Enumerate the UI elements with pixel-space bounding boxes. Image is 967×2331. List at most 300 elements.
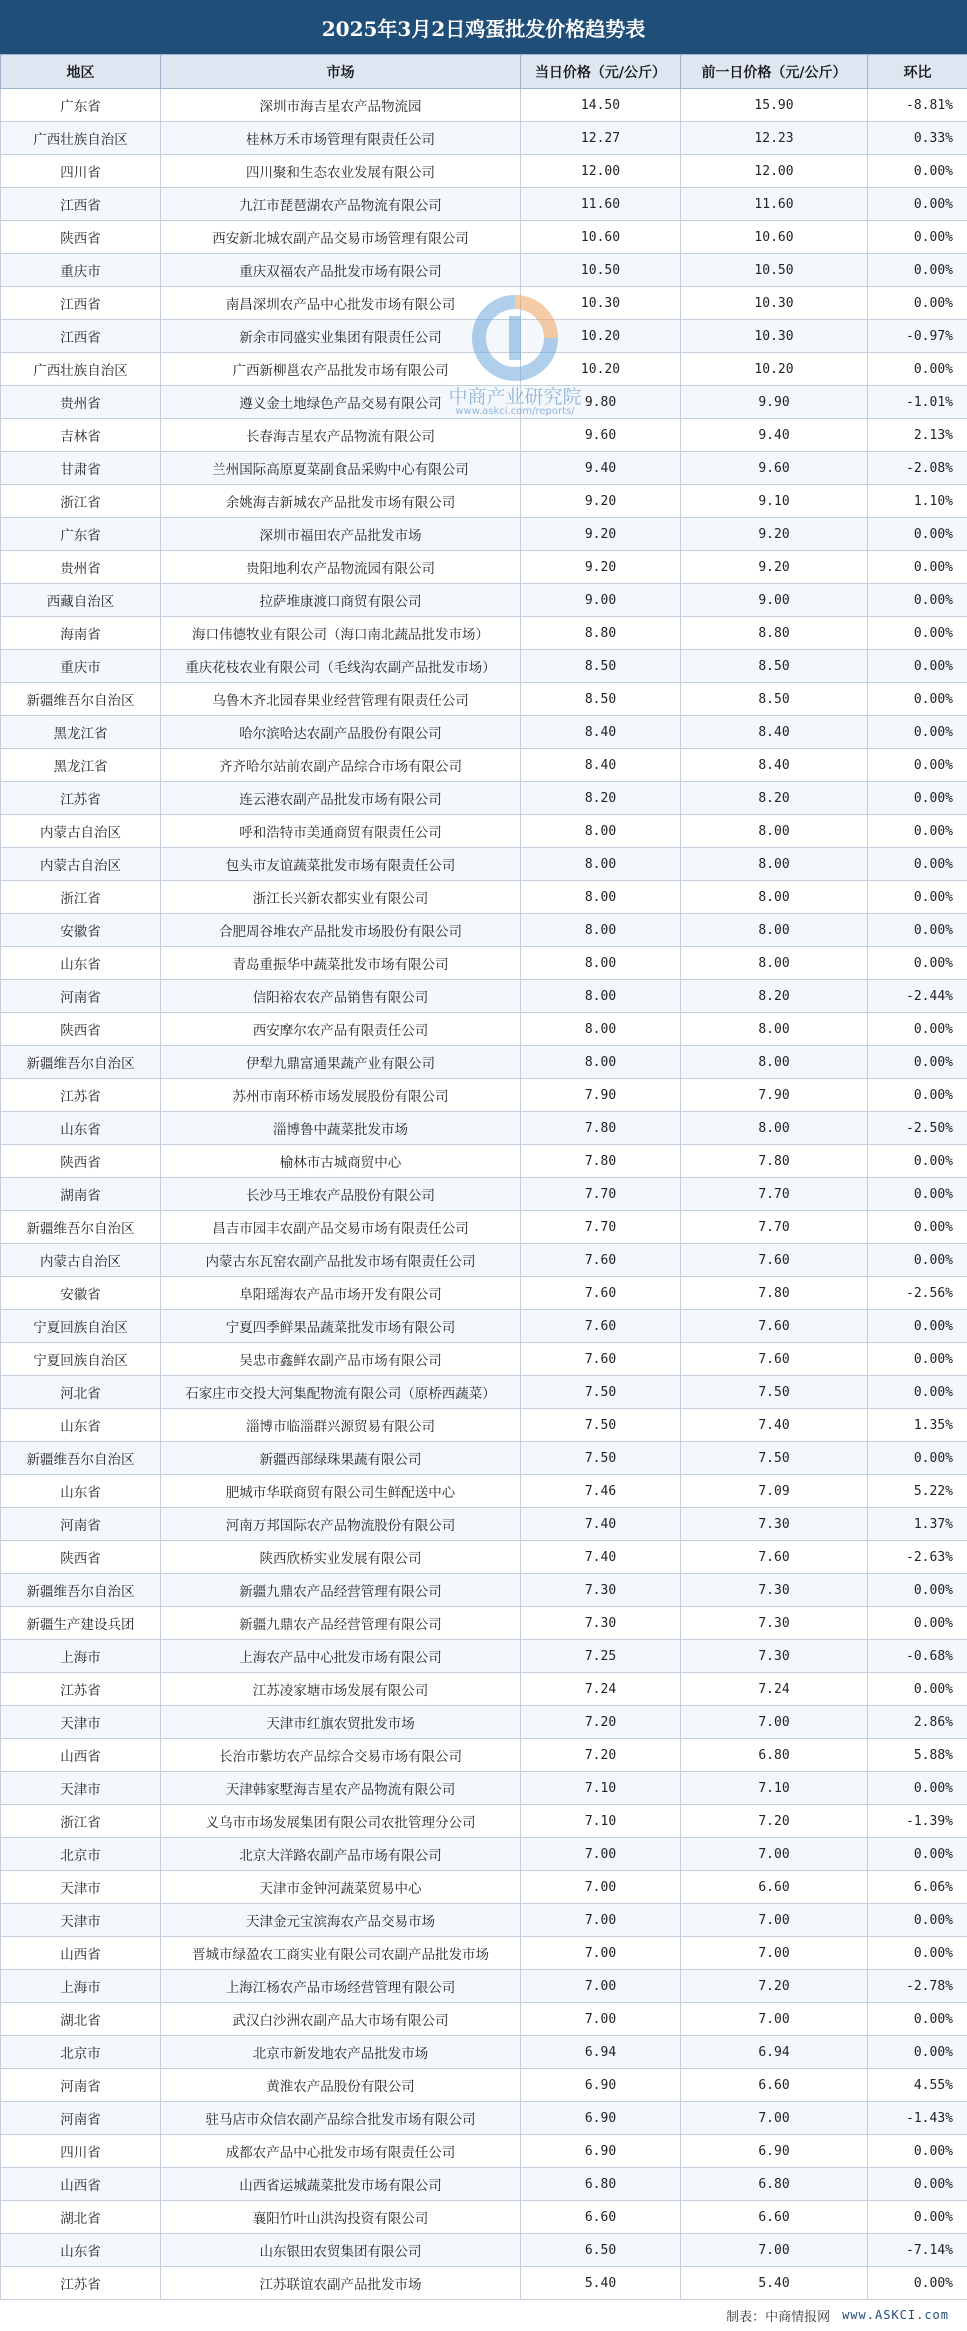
cell-change: 2.13%: [868, 419, 967, 452]
cell-today-price: 9.00: [521, 584, 681, 617]
cell-market: 新余市同盛实业集团有限责任公司: [161, 320, 521, 353]
cell-region: 山东省: [1, 947, 161, 980]
cell-previous-price: 7.30: [681, 1508, 868, 1541]
cell-region: 天津市: [1, 1871, 161, 1904]
table-row: [1, 89, 967, 122]
cell-market: 呼和浩特市美通商贸有限责任公司: [161, 815, 521, 848]
cell-change: 0.00%: [868, 353, 967, 386]
cell-today-price: 7.70: [521, 1211, 681, 1244]
cell-today-price: 7.50: [521, 1442, 681, 1475]
cell-market: 新疆九鼎农产品经营管理有限公司: [161, 1607, 521, 1640]
cell-market: 成都农产品中心批发市场有限责任公司: [161, 2135, 521, 2168]
cell-change: 1.35%: [868, 1409, 967, 1442]
cell-change: 0.00%: [868, 1046, 967, 1079]
cell-region: 湖北省: [1, 2201, 161, 2234]
cell-today-price: 7.24: [521, 1673, 681, 1706]
cell-today-price: 9.20: [521, 485, 681, 518]
cell-region: 天津市: [1, 1904, 161, 1937]
cell-change: 0.00%: [868, 1343, 967, 1376]
cell-change: 0.00%: [868, 650, 967, 683]
table-row: [1, 815, 967, 848]
cell-market: 九江市琵琶湖农产品物流有限公司: [161, 188, 521, 221]
cell-previous-price: 8.00: [681, 1013, 868, 1046]
cell-region: 四川省: [1, 155, 161, 188]
cell-market: 桂林万禾市场管理有限责任公司: [161, 122, 521, 155]
footer: [0, 2299, 967, 2331]
cell-region: 内蒙古自治区: [1, 848, 161, 881]
cell-market: 苏州市南环桥市场发展股份有限公司: [161, 1079, 521, 1112]
cell-previous-price: 8.80: [681, 617, 868, 650]
cell-region: 广西壮族自治区: [1, 122, 161, 155]
header-change: 环比: [868, 55, 967, 89]
cell-region: 河南省: [1, 2102, 161, 2135]
cell-today-price: 6.60: [521, 2201, 681, 2234]
cell-previous-price: 7.80: [681, 1277, 868, 1310]
table-row: [1, 1739, 967, 1772]
cell-previous-price: 6.60: [681, 2069, 868, 2102]
cell-region: 天津市: [1, 1772, 161, 1805]
cell-market: 连云港农副产品批发市场有限公司: [161, 782, 521, 815]
table-row: [1, 2234, 967, 2267]
cell-region: 安徽省: [1, 1277, 161, 1310]
cell-today-price: 6.50: [521, 2234, 681, 2267]
cell-previous-price: 8.00: [681, 881, 868, 914]
cell-today-price: 9.40: [521, 452, 681, 485]
cell-region: 黑龙江省: [1, 716, 161, 749]
cell-today-price: 9.80: [521, 386, 681, 419]
cell-change: 0.00%: [868, 1376, 967, 1409]
cell-market: 遵义金土地绿色产品交易有限公司: [161, 386, 521, 419]
cell-region: 山东省: [1, 1112, 161, 1145]
cell-previous-price: 7.20: [681, 1970, 868, 2003]
cell-change: -1.39%: [868, 1805, 967, 1838]
cell-region: 内蒙古自治区: [1, 815, 161, 848]
cell-today-price: 7.50: [521, 1409, 681, 1442]
cell-today-price: 7.90: [521, 1079, 681, 1112]
cell-change: 1.37%: [868, 1508, 967, 1541]
cell-today-price: 7.50: [521, 1376, 681, 1409]
cell-market: 贵阳地利农产品物流园有限公司: [161, 551, 521, 584]
cell-previous-price: 8.00: [681, 1046, 868, 1079]
cell-previous-price: 10.30: [681, 320, 868, 353]
cell-market: 驻马店市众信农副产品综合批发市场有限公司: [161, 2102, 521, 2135]
cell-change: -2.63%: [868, 1541, 967, 1574]
cell-market: 广西新柳邕农产品批发市场有限公司: [161, 353, 521, 386]
cell-region: 西藏自治区: [1, 584, 161, 617]
cell-previous-price: 7.60: [681, 1310, 868, 1343]
cell-market: 阜阳瑶海农产品市场开发有限公司: [161, 1277, 521, 1310]
header-previous-price: 前一日价格（元/公斤）: [681, 55, 868, 89]
cell-today-price: 10.20: [521, 353, 681, 386]
cell-region: 黑龙江省: [1, 749, 161, 782]
cell-today-price: 10.50: [521, 254, 681, 287]
cell-market: 齐齐哈尔站前农副产品综合市场有限公司: [161, 749, 521, 782]
cell-market: 山东银田农贸集团有限公司: [161, 2234, 521, 2267]
cell-region: 广西壮族自治区: [1, 353, 161, 386]
cell-change: 0.00%: [868, 815, 967, 848]
cell-today-price: 6.90: [521, 2135, 681, 2168]
table-row: [1, 221, 967, 254]
cell-region: 山西省: [1, 2168, 161, 2201]
cell-region: 宁夏回族自治区: [1, 1343, 161, 1376]
cell-previous-price: 8.50: [681, 683, 868, 716]
cell-today-price: 8.50: [521, 683, 681, 716]
cell-change: 0.00%: [868, 1772, 967, 1805]
table-row: [1, 188, 967, 221]
cell-market: 信阳裕农农产品销售有限公司: [161, 980, 521, 1013]
cell-change: 0.00%: [868, 1310, 967, 1343]
cell-region: 新疆维吾尔自治区: [1, 1442, 161, 1475]
table-row: [1, 980, 967, 1013]
table-row: [1, 1079, 967, 1112]
cell-market: 包头市友谊蔬菜批发市场有限责任公司: [161, 848, 521, 881]
cell-previous-price: 7.00: [681, 1838, 868, 1871]
cell-today-price: 7.60: [521, 1244, 681, 1277]
cell-previous-price: 7.70: [681, 1178, 868, 1211]
table-row: [1, 1871, 967, 1904]
cell-today-price: 7.00: [521, 1838, 681, 1871]
cell-change: -2.44%: [868, 980, 967, 1013]
cell-market: 内蒙古东瓦窑农副产品批发市场有限责任公司: [161, 1244, 521, 1277]
cell-region: 江西省: [1, 188, 161, 221]
cell-change: -2.56%: [868, 1277, 967, 1310]
cell-previous-price: 8.00: [681, 947, 868, 980]
table-row: [1, 1508, 967, 1541]
cell-change: 0.00%: [868, 1211, 967, 1244]
cell-region: 上海市: [1, 1640, 161, 1673]
cell-previous-price: 7.24: [681, 1673, 868, 1706]
cell-change: 0.00%: [868, 2036, 967, 2069]
cell-market: 新疆西部绿珠果蔬有限公司: [161, 1442, 521, 1475]
cell-today-price: 10.20: [521, 320, 681, 353]
cell-previous-price: 7.10: [681, 1772, 868, 1805]
cell-change: -1.43%: [868, 2102, 967, 2135]
cell-region: 新疆维吾尔自治区: [1, 683, 161, 716]
table-row: [1, 551, 967, 584]
cell-change: 0.00%: [868, 1904, 967, 1937]
cell-change: 0.00%: [868, 716, 967, 749]
cell-market: 宁夏四季鲜果品蔬菜批发市场有限公司: [161, 1310, 521, 1343]
cell-previous-price: 9.60: [681, 452, 868, 485]
cell-previous-price: 12.00: [681, 155, 868, 188]
cell-previous-price: 6.94: [681, 2036, 868, 2069]
cell-change: 0.33%: [868, 122, 967, 155]
cell-previous-price: 9.00: [681, 584, 868, 617]
cell-today-price: 7.00: [521, 1871, 681, 1904]
cell-previous-price: 7.80: [681, 1145, 868, 1178]
cell-change: 4.55%: [868, 2069, 967, 2102]
cell-change: 0.00%: [868, 1244, 967, 1277]
table-row: [1, 2102, 967, 2135]
cell-today-price: 7.25: [521, 1640, 681, 1673]
cell-market: 山西省运城蔬菜批发市场有限公司: [161, 2168, 521, 2201]
table-row: [1, 386, 967, 419]
cell-market: 长沙马王堆农产品股份有限公司: [161, 1178, 521, 1211]
cell-change: 0.00%: [868, 1673, 967, 1706]
cell-market: 上海农产品中心批发市场有限公司: [161, 1640, 521, 1673]
cell-today-price: 8.00: [521, 1046, 681, 1079]
cell-market: 长春海吉星农产品物流有限公司: [161, 419, 521, 452]
cell-region: 海南省: [1, 617, 161, 650]
table-row: [1, 1409, 967, 1442]
cell-region: 新疆维吾尔自治区: [1, 1211, 161, 1244]
cell-change: 0.00%: [868, 947, 967, 980]
cell-today-price: 7.00: [521, 1937, 681, 1970]
table-row: [1, 1772, 967, 1805]
cell-market: 肥城市华联商贸有限公司生鲜配送中心: [161, 1475, 521, 1508]
cell-change: -0.68%: [868, 1640, 967, 1673]
cell-market: 合肥周谷堆农产品批发市场股份有限公司: [161, 914, 521, 947]
cell-today-price: 10.60: [521, 221, 681, 254]
table-row: [1, 1607, 967, 1640]
cell-change: 5.22%: [868, 1475, 967, 1508]
cell-previous-price: 5.40: [681, 2267, 868, 2300]
cell-region: 江苏省: [1, 1079, 161, 1112]
cell-region: 山东省: [1, 1475, 161, 1508]
cell-market: 淄博市临淄群兴源贸易有限公司: [161, 1409, 521, 1442]
table-row: [1, 1442, 967, 1475]
cell-today-price: 8.40: [521, 716, 681, 749]
cell-previous-price: 9.40: [681, 419, 868, 452]
cell-market: 淄博鲁中蔬菜批发市场: [161, 1112, 521, 1145]
table-row: [1, 1673, 967, 1706]
cell-today-price: 12.27: [521, 122, 681, 155]
table-row: [1, 1046, 967, 1079]
cell-previous-price: 8.00: [681, 1112, 868, 1145]
cell-market: 新疆九鼎农产品经营管理有限公司: [161, 1574, 521, 1607]
cell-region: 四川省: [1, 2135, 161, 2168]
cell-change: 0.00%: [868, 1013, 967, 1046]
cell-market: 上海江杨农产品市场经营管理有限公司: [161, 1970, 521, 2003]
cell-change: -1.01%: [868, 386, 967, 419]
cell-change: 5.88%: [868, 1739, 967, 1772]
cell-region: 河南省: [1, 980, 161, 1013]
cell-previous-price: 6.60: [681, 2201, 868, 2234]
price-table: [0, 54, 967, 2300]
table-row: [1, 2168, 967, 2201]
cell-region: 甘肃省: [1, 452, 161, 485]
table-row: [1, 1376, 967, 1409]
cell-today-price: 7.10: [521, 1805, 681, 1838]
cell-previous-price: 11.60: [681, 188, 868, 221]
cell-market: 青岛重振华中蔬菜批发市场有限公司: [161, 947, 521, 980]
cell-today-price: 10.30: [521, 287, 681, 320]
cell-market: 河南万邦国际农产品物流股份有限公司: [161, 1508, 521, 1541]
cell-previous-price: 6.80: [681, 1739, 868, 1772]
cell-market: 伊犁九鼎富通果蔬产业有限公司: [161, 1046, 521, 1079]
cell-region: 江西省: [1, 320, 161, 353]
cell-change: 0.00%: [868, 518, 967, 551]
cell-today-price: 7.30: [521, 1574, 681, 1607]
cell-previous-price: 10.60: [681, 221, 868, 254]
cell-market: 吴忠市鑫鲜农副产品市场有限公司: [161, 1343, 521, 1376]
cell-region: 河北省: [1, 1376, 161, 1409]
cell-today-price: 7.80: [521, 1145, 681, 1178]
cell-today-price: 6.90: [521, 2102, 681, 2135]
cell-region: 江苏省: [1, 1673, 161, 1706]
cell-change: 0.00%: [868, 1574, 967, 1607]
cell-market: 天津市红旗农贸批发市场: [161, 1706, 521, 1739]
table-row: [1, 2069, 967, 2102]
cell-previous-price: 7.90: [681, 1079, 868, 1112]
cell-region: 贵州省: [1, 551, 161, 584]
cell-today-price: 8.00: [521, 1013, 681, 1046]
cell-previous-price: 7.60: [681, 1541, 868, 1574]
cell-market: 重庆双福农产品批发市场有限公司: [161, 254, 521, 287]
cell-previous-price: 7.30: [681, 1607, 868, 1640]
cell-market: 深圳市福田农产品批发市场: [161, 518, 521, 551]
cell-market: 南昌深圳农产品中心批发市场有限公司: [161, 287, 521, 320]
cell-region: 吉林省: [1, 419, 161, 452]
cell-region: 内蒙古自治区: [1, 1244, 161, 1277]
cell-change: 0.00%: [868, 782, 967, 815]
cell-change: 0.00%: [868, 848, 967, 881]
cell-change: 0.00%: [868, 1079, 967, 1112]
cell-previous-price: 8.20: [681, 980, 868, 1013]
cell-today-price: 7.46: [521, 1475, 681, 1508]
cell-previous-price: 7.00: [681, 1706, 868, 1739]
cell-change: -0.97%: [868, 320, 967, 353]
cell-today-price: 8.00: [521, 848, 681, 881]
cell-change: -2.50%: [868, 1112, 967, 1145]
table-row: [1, 584, 967, 617]
cell-region: 浙江省: [1, 1805, 161, 1838]
table-row: [1, 1475, 967, 1508]
cell-region: 北京市: [1, 2036, 161, 2069]
cell-previous-price: 7.70: [681, 1211, 868, 1244]
cell-market: 哈尔滨哈达农副产品股份有限公司: [161, 716, 521, 749]
cell-previous-price: 7.00: [681, 2003, 868, 2036]
cell-previous-price: 8.20: [681, 782, 868, 815]
cell-market: 北京大洋路农副产品市场有限公司: [161, 1838, 521, 1871]
cell-today-price: 14.50: [521, 89, 681, 122]
cell-region: 贵州省: [1, 386, 161, 419]
cell-change: 0.00%: [868, 221, 967, 254]
cell-region: 河南省: [1, 2069, 161, 2102]
cell-region: 江苏省: [1, 782, 161, 815]
cell-previous-price: 7.20: [681, 1805, 868, 1838]
cell-change: 0.00%: [868, 617, 967, 650]
table-row: [1, 848, 967, 881]
cell-previous-price: 7.40: [681, 1409, 868, 1442]
table-row: [1, 2003, 967, 2036]
cell-today-price: 7.60: [521, 1277, 681, 1310]
cell-region: 安徽省: [1, 914, 161, 947]
cell-market: 重庆花枝农业有限公司（毛线沟农副产品批发市场）: [161, 650, 521, 683]
cell-previous-price: 10.50: [681, 254, 868, 287]
cell-previous-price: 10.20: [681, 353, 868, 386]
cell-change: -2.08%: [868, 452, 967, 485]
cell-today-price: 7.40: [521, 1508, 681, 1541]
cell-today-price: 7.60: [521, 1310, 681, 1343]
cell-market: 义乌市市场发展集团有限公司农批管理分公司: [161, 1805, 521, 1838]
table-row: [1, 485, 967, 518]
cell-today-price: 8.00: [521, 914, 681, 947]
table-row: [1, 1838, 967, 1871]
cell-change: 0.00%: [868, 2201, 967, 2234]
cell-market: 北京市新发地农产品批发市场: [161, 2036, 521, 2069]
cell-change: 0.00%: [868, 2267, 967, 2300]
cell-today-price: 8.00: [521, 881, 681, 914]
cell-region: 新疆生产建设兵团: [1, 1607, 161, 1640]
footer-logo: www.ASKCI.com: [842, 2308, 949, 2322]
cell-previous-price: 8.00: [681, 815, 868, 848]
cell-market: 天津市金钟河蔬菜贸易中心: [161, 1871, 521, 1904]
cell-previous-price: 8.00: [681, 914, 868, 947]
header-row: [1, 55, 967, 89]
cell-market: 西安摩尔农产品有限责任公司: [161, 1013, 521, 1046]
cell-region: 河南省: [1, 1508, 161, 1541]
cell-change: 0.00%: [868, 254, 967, 287]
cell-region: 江西省: [1, 287, 161, 320]
cell-previous-price: 10.30: [681, 287, 868, 320]
table-row: [1, 353, 967, 386]
cell-market: 昌吉市园丰农副产品交易市场有限责任公司: [161, 1211, 521, 1244]
table-row: [1, 287, 967, 320]
table-row: [1, 914, 967, 947]
cell-region: 陕西省: [1, 1541, 161, 1574]
header-market: 市场: [161, 55, 521, 89]
cell-region: 天津市: [1, 1706, 161, 1739]
cell-change: 0.00%: [868, 188, 967, 221]
table-row: [1, 518, 967, 551]
cell-today-price: 7.30: [521, 1607, 681, 1640]
cell-change: 0.00%: [868, 914, 967, 947]
cell-previous-price: 6.60: [681, 1871, 868, 1904]
cell-region: 宁夏回族自治区: [1, 1310, 161, 1343]
table-row: [1, 947, 967, 980]
cell-change: 0.00%: [868, 1442, 967, 1475]
table-row: [1, 881, 967, 914]
cell-change: 0.00%: [868, 584, 967, 617]
cell-market: 兰州国际高原夏菜副食品采购中心有限公司: [161, 452, 521, 485]
cell-region: 陕西省: [1, 1145, 161, 1178]
cell-change: 6.06%: [868, 1871, 967, 1904]
table-row: [1, 2036, 967, 2069]
cell-previous-price: 8.40: [681, 716, 868, 749]
cell-today-price: 8.00: [521, 815, 681, 848]
cell-today-price: 8.00: [521, 980, 681, 1013]
cell-previous-price: 9.90: [681, 386, 868, 419]
table-row: [1, 452, 967, 485]
cell-market: 晋城市绿盈农工商实业有限公司农副产品批发市场: [161, 1937, 521, 1970]
cell-market: 襄阳竹叶山洪沟投资有限公司: [161, 2201, 521, 2234]
cell-previous-price: 7.00: [681, 2234, 868, 2267]
cell-market: 余姚海吉新城农产品批发市场有限公司: [161, 485, 521, 518]
cell-change: 0.00%: [868, 1178, 967, 1211]
cell-market: 浙江长兴新农都实业有限公司: [161, 881, 521, 914]
cell-market: 西安新北城农副产品交易市场管理有限公司: [161, 221, 521, 254]
cell-previous-price: 7.60: [681, 1244, 868, 1277]
cell-change: 0.00%: [868, 2003, 967, 2036]
cell-previous-price: 7.60: [681, 1343, 868, 1376]
footer-source: 制表：中商情报网: [726, 2309, 831, 2325]
cell-change: -8.81%: [868, 89, 967, 122]
cell-region: 北京市: [1, 1838, 161, 1871]
cell-market: 陕西欣桥实业发展有限公司: [161, 1541, 521, 1574]
cell-region: 重庆市: [1, 254, 161, 287]
table-row: [1, 650, 967, 683]
table-row: [1, 155, 967, 188]
cell-today-price: 7.40: [521, 1541, 681, 1574]
cell-market: 拉萨堆康渡口商贸有限公司: [161, 584, 521, 617]
table-row: [1, 1211, 967, 1244]
cell-region: 陕西省: [1, 1013, 161, 1046]
cell-previous-price: 6.80: [681, 2168, 868, 2201]
table-row: [1, 683, 967, 716]
cell-previous-price: 8.50: [681, 650, 868, 683]
cell-market: 乌鲁木齐北园春果业经营管理有限责任公司: [161, 683, 521, 716]
